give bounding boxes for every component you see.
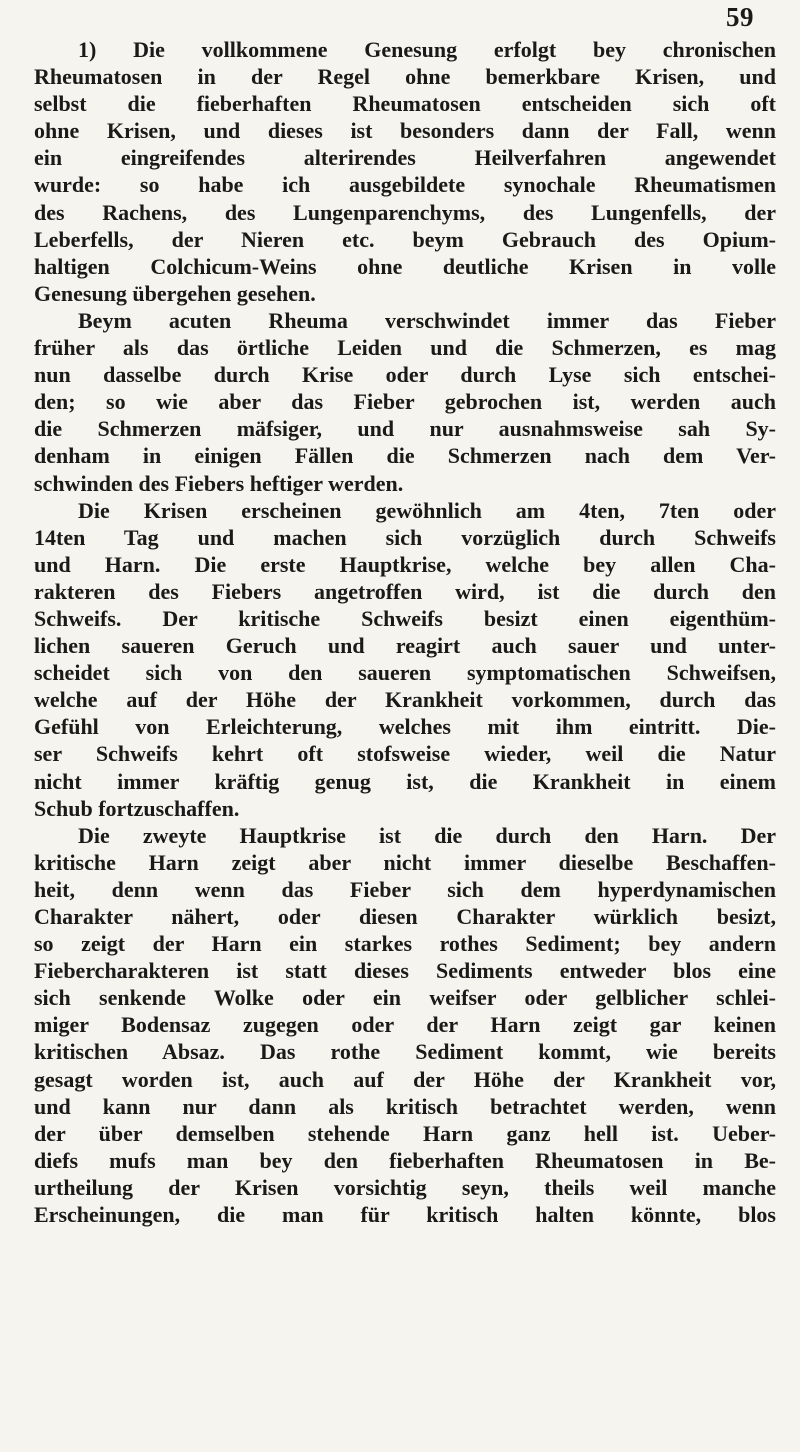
page-number: 59 bbox=[726, 2, 754, 32]
text-line: nun dasselbe durch Krise oder durch Lyse sich entschei- bbox=[34, 362, 776, 388]
text-line: denham in einigen Fällen die Schmerzen nach dem Ver- bbox=[34, 443, 776, 469]
text-line: Die Krisen erscheinen gewöhnlich am 4ten, 7ten oder bbox=[78, 497, 776, 523]
text-line: sich senkende Wolke oder ein weifser oder gelblicher schlei- bbox=[34, 985, 776, 1011]
text-line: der über demselben stehende Harn ganz hell ist. Ueber- bbox=[34, 1120, 776, 1146]
text-line: schwinden des Fiebers heftiger werden. bbox=[34, 470, 404, 496]
text-line: rakteren des Fiebers angetroffen wird, ist die durch den bbox=[34, 578, 776, 604]
text-line: Fiebercharakteren ist statt dieses Sediments entweder blos eine bbox=[34, 958, 776, 984]
text-line: diefs mufs man bey den fieberhaften Rheumatosen in Be- bbox=[34, 1147, 776, 1173]
text-line: heit, denn wenn das Fieber sich dem hyperdynamischen bbox=[34, 876, 776, 902]
text-line: Leberfells, der Nieren etc. beym Gebrauch des Opium- bbox=[34, 226, 776, 252]
text-line: Die zweyte Hauptkrise ist die durch den Harn. Der bbox=[78, 822, 776, 848]
text-line: Rheumatosen in der Regel ohne bemerkbare Krisen, und bbox=[34, 64, 776, 90]
text-line: den; so wie aber das Fieber gebrochen ist, werden auch bbox=[34, 389, 776, 415]
text-line: und kann nur dann als kritisch betrachtet werden, wenn bbox=[34, 1093, 776, 1119]
text-line: früher als das örtliche Leiden und die Schmerzen, es mag bbox=[34, 335, 776, 361]
text-line: nicht immer kräftig genug ist, die Krankheit in einem bbox=[34, 768, 776, 794]
text-line: ser Schweifs kehrt oft stofsweise wieder, weil die Natur bbox=[34, 741, 776, 767]
text-line: welche auf der Höhe der Krankheit vorkommen, durch das bbox=[34, 687, 776, 713]
paragraph-1 bbox=[34, 36, 776, 307]
text-line: miger Bodensaz zugegen oder der Harn zeigt gar keinen bbox=[34, 1012, 776, 1038]
text-line: ein eingreifendes alterirendes Heilverfahren angewendet bbox=[34, 145, 776, 171]
text-line: wurde: so habe ich ausgebildete synochale Rheumatismen bbox=[34, 172, 776, 198]
text-line: ohne Krisen, und dieses ist besonders dann der Fall, wenn bbox=[34, 118, 776, 144]
text-line: haltigen Colchicum-Weins ohne deutliche Krisen in volle bbox=[34, 253, 776, 279]
text-line: urtheilung der Krisen vorsichtig seyn, theils weil manche bbox=[34, 1174, 776, 1200]
paragraph-2 bbox=[34, 307, 776, 497]
text-line: die Schmerzen mäfsiger, und nur ausnahmsweise sah Sy- bbox=[34, 416, 776, 442]
text-line: Schub fortzuschaffen. bbox=[34, 795, 240, 821]
text-line: 1) Die vollkommene Genesung erfolgt bey chronischen bbox=[78, 37, 776, 62]
text-line: Charakter nähert, oder diesen Charakter würklich besizt, bbox=[34, 904, 776, 929]
text-line: Schweifs. Der kritische Schweifs besizt einen eigenthüm- bbox=[34, 605, 776, 631]
text-line: kritischen Absaz. Das rothe Sediment kommt, wie bereits bbox=[34, 1039, 776, 1065]
text-line: Beym acuten Rheuma verschwindet immer das Fieber bbox=[78, 307, 776, 333]
paragraph-3 bbox=[34, 497, 776, 822]
text-line: selbst die fieberhaften Rheumatosen entscheiden sich oft bbox=[34, 91, 776, 117]
paragraph-4 bbox=[34, 822, 776, 1228]
text-line: Genesung übergehen gesehen. bbox=[34, 280, 316, 306]
text-line: und Harn. Die erste Hauptkrise, welche bey allen Cha- bbox=[34, 551, 776, 577]
text-line: scheidet sich von den saueren symptomatischen Schweifsen, bbox=[34, 660, 776, 686]
text-line: Gefühl von Erleichterung, welches mit ihm eintritt. Die- bbox=[34, 714, 776, 740]
text-line: Erscheinungen, die man für kritisch halten könnte, blos bbox=[34, 1202, 776, 1228]
text-line: so zeigt der Harn ein starkes rothes Sediment; bey andern bbox=[34, 931, 776, 957]
body-text bbox=[34, 36, 776, 1228]
text-line: des Rachens, des Lungenparenchyms, des Lungenfells, der bbox=[34, 199, 776, 225]
text-line: 14ten Tag und machen sich vorzüglich durch Schweifs bbox=[34, 524, 776, 550]
text-line: gesagt worden ist, auch auf der Höhe der Krankheit vor, bbox=[34, 1066, 776, 1092]
text-line: kritische Harn zeigt aber nicht immer dieselbe Beschaffen- bbox=[34, 849, 776, 875]
text-line: lichen saueren Geruch und reagirt auch sauer und unter- bbox=[34, 633, 776, 659]
